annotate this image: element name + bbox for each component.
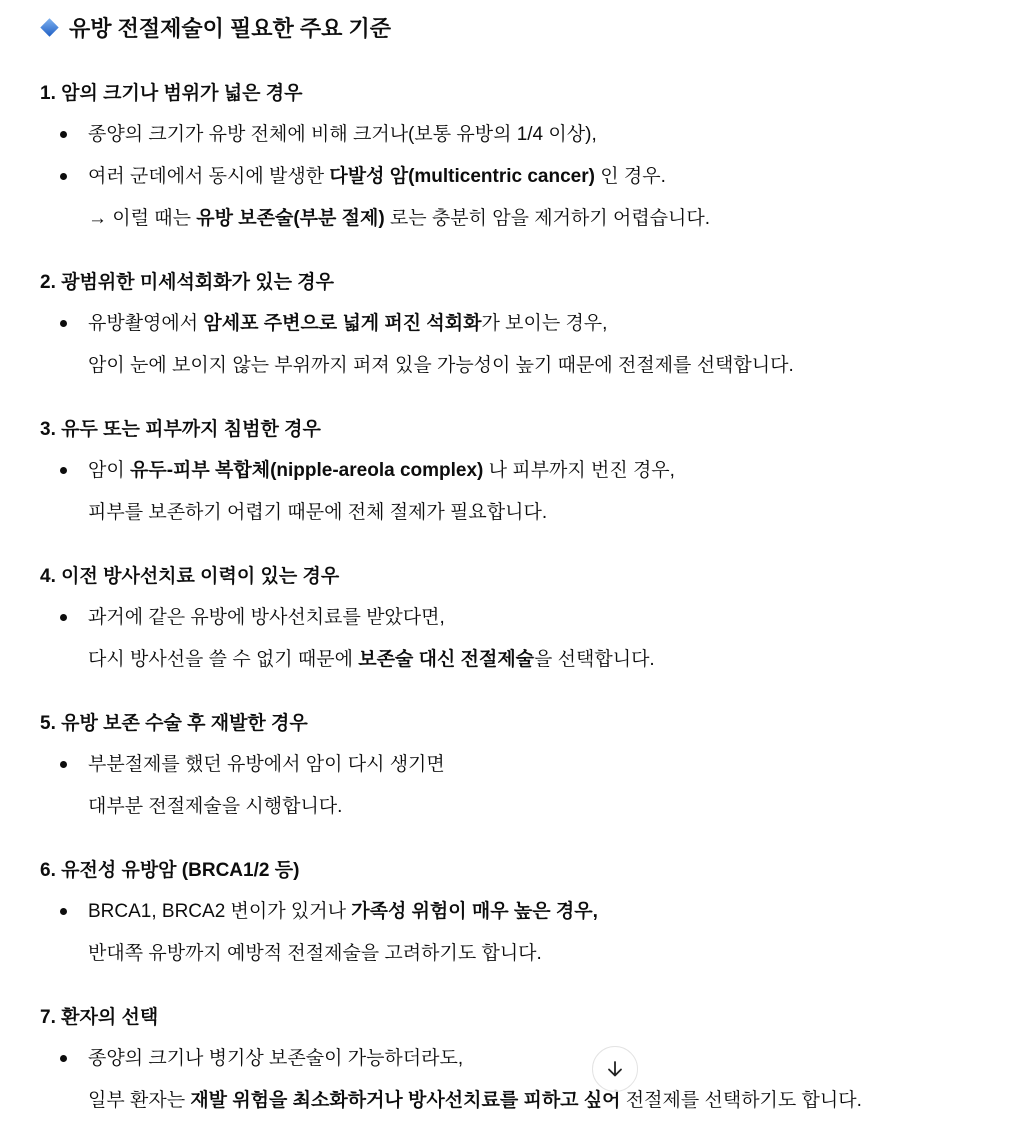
bullet-dot-icon [60,614,67,621]
criterion-section [40,557,1000,681]
bullet-item [40,303,1000,387]
bullet-line [88,114,1000,156]
text-segment: 암이 [88,460,130,481]
bold-text: 유방 보존술(부분 절제) [196,208,385,229]
section-heading [40,12,391,43]
bullet-item [40,597,1000,681]
bullet-line [88,744,1000,786]
criterion-title: 2. 광범위한 미세석회화가 있는 경우 [40,272,334,293]
text-segment: BRCA1, BRCA2 변이가 있거나 [88,901,352,922]
criterion-title: 7. 환자의 선택 [40,1007,159,1028]
bullet-item [40,156,1000,240]
criterion-section [40,74,1000,240]
bullet-line [88,1080,1000,1122]
text-segment: 일부 환자는 [88,1090,191,1111]
text-segment: 종양의 크기나 병기상 보존술이 가능하더라도, [88,1048,464,1069]
bullet-line [88,933,1000,975]
text-segment: 과거에 같은 유방에 방사선치료를 받았다면, [88,607,445,628]
text-segment: → 이럴 때는 [88,208,197,229]
text-segment: 반대쪽 유방까지 예방적 전절제술을 고려하기도 합니다. [88,943,542,964]
text-segment: 로는 충분히 암을 제거하기 어렵습니다. [384,208,711,229]
bullet-line [88,303,1000,345]
bold-text: 재발 위험을 최소화하거나 방사선치료를 피하고 싶어 [190,1090,621,1111]
text-segment: 대부분 전절제술을 시행합니다. [88,796,343,817]
criterion-title: 3. 유두 또는 피부까지 침범한 경우 [40,419,321,440]
bullet-line [88,345,1000,387]
bullet-line [88,639,1000,681]
text-segment: 종양의 크기가 유방 전체에 비해 크거나(보통 유방의 1/4 이상), [88,124,597,145]
blue-diamond-icon [40,18,58,36]
bullet-line [88,786,1000,828]
bullet-dot-icon [60,1055,67,1062]
bullet-line [88,597,1000,639]
text-segment: 여러 군데에서 동시에 발생한 [88,166,330,187]
criterion-title: 4. 이전 방사선치료 이력이 있는 경우 [40,566,340,587]
bullet-item [40,450,1000,534]
bullet-dot-icon [60,131,67,138]
criterion-title: 1. 암의 크기나 범위가 넓은 경우 [40,83,303,104]
text-segment: 부분절제를 했던 유방에서 암이 다시 생기면 [88,754,445,775]
text-segment: 가 보이는 경우, [481,313,608,334]
bullet-item [40,114,1000,156]
bullet-item [40,744,1000,828]
criteria-list [40,74,1000,1145]
bullet-line [88,450,1000,492]
text-segment: 전절제를 선택하기도 합니다. [620,1090,862,1111]
bullet-dot-icon [60,320,67,327]
bullet-item [40,891,1000,975]
text-segment: 암이 눈에 보이지 않는 부위까지 퍼져 있을 가능성이 높기 때문에 전절제를 선택합니다. [88,355,794,376]
bold-text: 다발성 암(multicentric cancer) [329,166,595,187]
text-segment: 피부를 보존하기 어렵기 때문에 전체 절제가 필요합니다. [88,502,548,523]
heading-title: 유방 전절제술이 필요한 주요 기준 [69,16,391,41]
bullet-dot-icon [60,173,67,180]
text-segment: 을 선택합니다. [534,649,655,670]
scroll-to-bottom-button[interactable] [592,1046,638,1092]
text-segment: 다시 방사선을 쓸 수 없기 때문에 [88,649,359,670]
bullet-dot-icon [60,467,67,474]
bullet-line [88,492,1000,534]
bold-text: 유두-피부 복합체(nipple-areola complex) [130,460,484,481]
bullet-dot-icon [60,761,67,768]
bullet-item [40,1038,1000,1122]
bold-text: 가족성 위험이 매우 높은 경우, [351,901,598,922]
text-segment: 유방촬영에서 [88,313,204,334]
criterion-section [40,263,1000,387]
criterion-section [40,851,1000,975]
criterion-title: 6. 유전성 유방암 (BRCA1/2 등) [40,860,300,881]
criterion-section [40,704,1000,828]
bullet-line [88,891,1000,933]
bullet-line [88,156,1000,198]
bold-text: 보존술 대신 전절제술 [358,649,535,670]
criterion-title: 5. 유방 보존 수술 후 재발한 경우 [40,713,308,734]
criterion-section [40,410,1000,534]
bullet-line [88,198,1000,240]
bold-text: 암세포 주변으로 넓게 퍼진 석회화 [203,313,482,334]
arrow-down-icon [605,1059,625,1079]
text-segment: 인 경우. [594,166,666,187]
bullet-line [88,1038,1000,1080]
bullet-dot-icon [60,908,67,915]
text-segment: 나 피부까지 번진 경우, [483,460,675,481]
criterion-section [40,998,1000,1122]
